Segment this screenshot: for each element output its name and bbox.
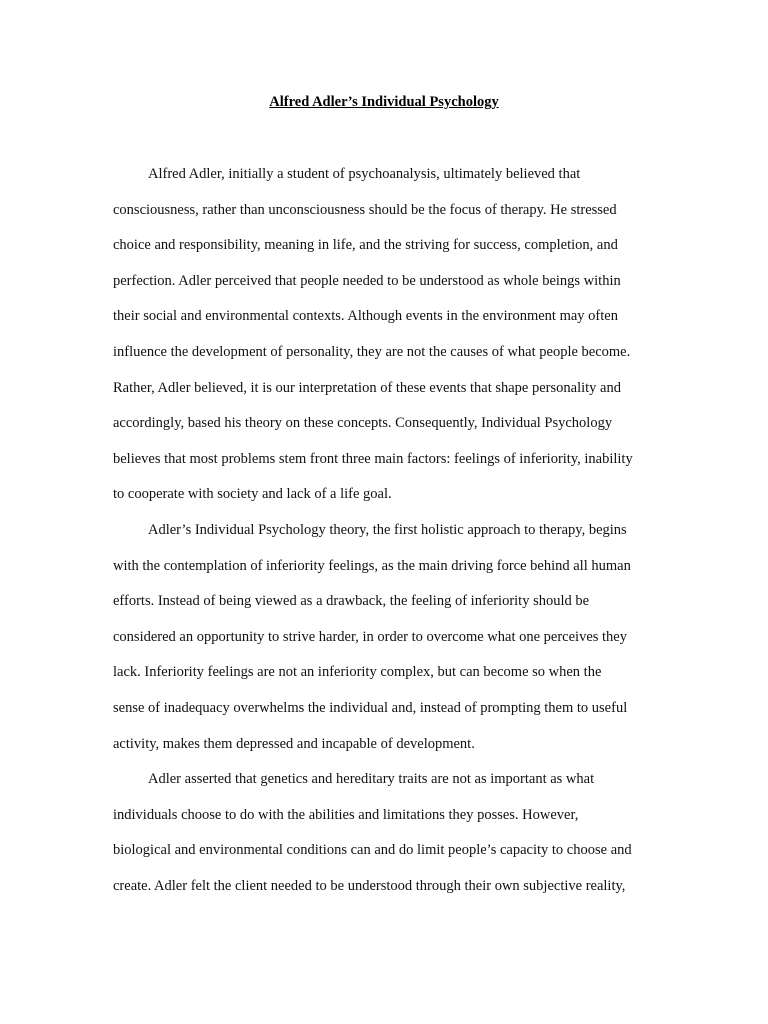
- paragraph-line: Adler asserted that genetics and hereditary traits are not as important as what: [148, 771, 595, 787]
- paragraph-line: efforts. Instead of being viewed as a drawback, the feeling of inferiority should be: [113, 593, 590, 609]
- paragraph-line: believes that most problems stem front three main factors: feelings of inferiority, inability: [113, 451, 633, 467]
- paragraph-line: activity, makes them depressed and incapable of development.: [113, 736, 475, 752]
- paragraph-line: with the contemplation of inferiority feelings, as the main driving force behind all human: [113, 558, 631, 574]
- paragraph-line: perfection. Adler perceived that people needed to be understood as whole beings within: [113, 273, 621, 289]
- paragraph-line: their social and environmental contexts. Although events in the environment may often: [113, 308, 618, 324]
- paragraph-line: Rather, Adler believed, it is our interpretation of these events that shape personality and: [113, 380, 621, 396]
- paragraph-line: accordingly, based his theory on these concepts. Consequently, Individual Psychology: [113, 415, 613, 431]
- paragraph-line: considered an opportunity to strive harder, in order to overcome what one perceives they: [113, 629, 627, 645]
- paragraph-line: Alfred Adler, initially a student of psychoanalysis, ultimately believed that: [148, 166, 581, 182]
- paragraph-line: consciousness, rather than unconsciousness should be the focus of therapy. He stressed: [113, 202, 617, 218]
- paragraph-line: Adler’s Individual Psychology theory, the first holistic approach to therapy, begins: [148, 522, 627, 538]
- paragraph-line: sense of inadequacy overwhelms the individual and, instead of prompting them to useful: [113, 700, 628, 716]
- paragraph-line: individuals choose to do with the abilities and limitations they posses. However,: [113, 807, 579, 823]
- paragraph-line: influence the development of personality, they are not the causes of what people become.: [113, 344, 631, 360]
- paragraph-line: to cooperate with society and lack of a life goal.: [113, 486, 392, 502]
- paragraph-line: biological and environmental conditions can and do limit people’s capacity to choose and: [113, 842, 632, 858]
- paragraph-line: lack. Inferiority feelings are not an inferiority complex, but can become so when the: [113, 664, 602, 680]
- document-title: Alfred Adler’s Individual Psychology: [269, 94, 499, 110]
- paragraph-line: choice and responsibility, meaning in life, and the striving for success, completion, and: [113, 237, 618, 253]
- paragraph-line: create. Adler felt the client needed to be understood through their own subjective reality,: [113, 878, 626, 894]
